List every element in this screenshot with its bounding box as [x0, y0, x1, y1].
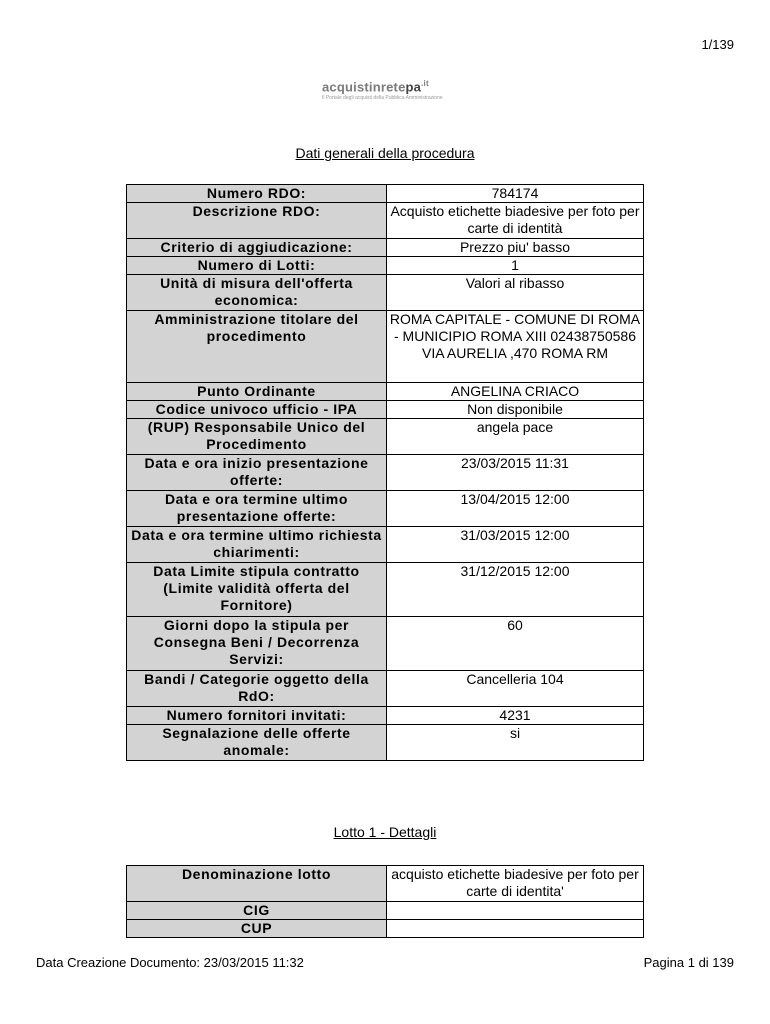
row-label: Data e ora termine ultimo presentazione offerte: — [127, 491, 387, 527]
table-row — [127, 866, 644, 902]
table-row — [127, 563, 644, 617]
table-row — [127, 725, 644, 761]
row-label: (RUP) Responsabile Unico del Procedimento — [127, 419, 387, 455]
table-row — [127, 920, 644, 938]
table-row — [127, 383, 644, 401]
lotto-details-table — [126, 865, 644, 938]
row-value: Acquisto etichette biadesive per foto per carte di identità — [387, 203, 644, 239]
row-value: si — [387, 725, 644, 761]
table-row — [127, 527, 644, 563]
table-row — [127, 419, 644, 455]
row-label: Data Limite stipula contratto (Limite validità offerta del Fornitore) — [127, 563, 387, 617]
row-label: Numero fornitori invitati: — [127, 707, 387, 725]
row-label: Descrizione RDO: — [127, 203, 387, 239]
row-label: Criterio di aggiudicazione: — [127, 239, 387, 257]
row-label: Codice univoco ufficio - IPA — [127, 401, 387, 419]
row-label: CUP — [127, 920, 387, 938]
logo-brand-tld: .it — [421, 79, 429, 88]
row-label: Amministrazione titolare del procedimento — [127, 311, 387, 383]
row-value: 4231 — [387, 707, 644, 725]
row-label: CIG — [127, 902, 387, 920]
row-value: 31/12/2015 12:00 — [387, 563, 644, 617]
page-counter: 1/139 — [701, 37, 734, 52]
row-value — [387, 920, 644, 938]
row-value: Valori al ribasso — [387, 275, 644, 311]
table-row — [127, 257, 644, 275]
row-value: 31/03/2015 12:00 — [387, 527, 644, 563]
row-value: ROMA CAPITALE - COMUNE DI ROMA - MUNICIPIO ROMA XIII 02438750586 VIA AURELIA ,470 ROMA RM — [387, 311, 644, 383]
row-value: 1 — [387, 257, 644, 275]
row-value: angela pace — [387, 419, 644, 455]
row-value: 784174 — [387, 185, 644, 203]
row-label: Data e ora inizio presentazione offerte: — [127, 455, 387, 491]
table-row — [127, 707, 644, 725]
row-value: 13/04/2015 12:00 — [387, 491, 644, 527]
table-row — [127, 491, 644, 527]
logo-tagline: Il Portale degli acquisti della Pubblica Amministrazione — [322, 95, 443, 102]
row-label: Unità di misura dell'offerta economica: — [127, 275, 387, 311]
table-row — [127, 671, 644, 707]
table-row — [127, 185, 644, 203]
row-value: Prezzo piu' basso — [387, 239, 644, 257]
row-value: Non disponibile — [387, 401, 644, 419]
row-label: Numero RDO: — [127, 185, 387, 203]
document-creation-date: Data Creazione Documento: 23/03/2015 11:32 — [36, 955, 304, 970]
row-label: Segnalazione delle offerte anomale: — [127, 725, 387, 761]
row-label: Denominazione lotto — [127, 866, 387, 902]
table-row — [127, 401, 644, 419]
general-data-table — [126, 184, 644, 761]
table-row — [127, 203, 644, 239]
logo-wordmark — [322, 79, 452, 94]
row-label: Giorni dopo la stipula per Consegna Beni / Decorrenza Servizi: — [127, 617, 387, 671]
row-value: 23/03/2015 11:31 — [387, 455, 644, 491]
table-row — [127, 902, 644, 920]
acquistinretepa-logo — [322, 79, 452, 101]
row-value: 60 — [387, 617, 644, 671]
row-label: Numero di Lotti: — [127, 257, 387, 275]
page-pagination: Pagina 1 di 139 — [643, 955, 734, 970]
table-row — [127, 311, 644, 383]
general-section-title: Dati generali della procedura — [295, 145, 475, 161]
row-value: Cancelleria 104 — [387, 671, 644, 707]
table-row — [127, 617, 644, 671]
row-label: Punto Ordinante — [127, 383, 387, 401]
table-row — [127, 239, 644, 257]
logo-brand-suffix: pa — [405, 79, 422, 95]
table-row — [127, 455, 644, 491]
row-value: acquisto etichette biadesive per foto per carte di identita' — [387, 866, 644, 902]
lotto-section-title: Lotto 1 - Dettagli — [333, 824, 437, 840]
row-label: Bandi / Categorie oggetto della RdO: — [127, 671, 387, 707]
table-row — [127, 275, 644, 311]
logo-brand-prefix: acquistinrete — [322, 79, 406, 95]
row-value — [387, 902, 644, 920]
row-value: ANGELINA CRIACO — [387, 383, 644, 401]
row-label: Data e ora termine ultimo richiesta chiarimenti: — [127, 527, 387, 563]
